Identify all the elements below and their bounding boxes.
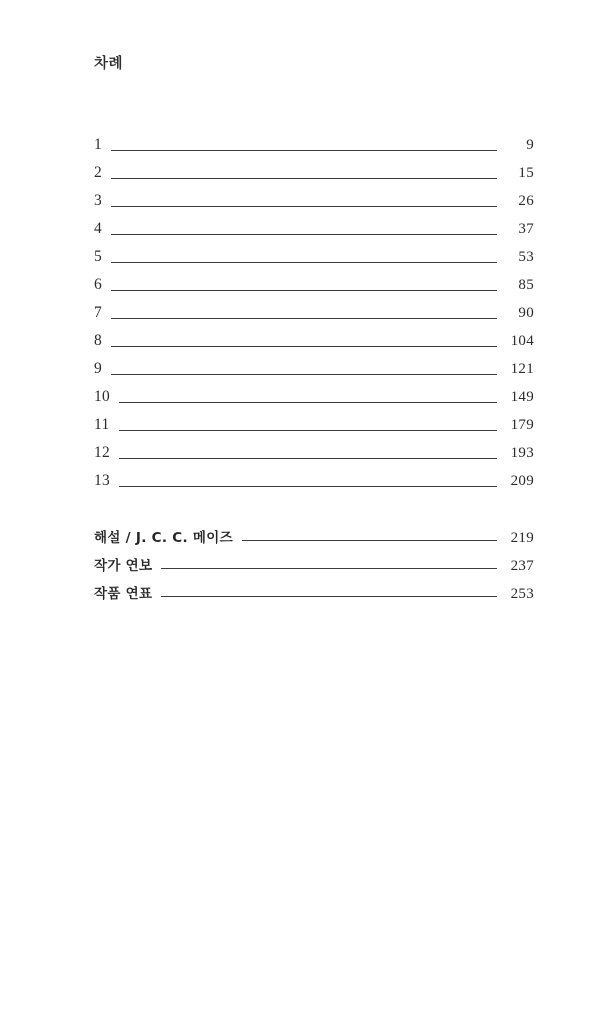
- toc-entry-page: 53: [518, 249, 534, 265]
- toc-entry-page: 179: [510, 417, 534, 433]
- toc-entry-label: 작품 연표: [94, 586, 153, 602]
- toc-entry-chapter-10[interactable]: [94, 388, 534, 416]
- toc-leader-line: [111, 346, 497, 347]
- toc-entry-author-chronology[interactable]: [94, 554, 534, 582]
- toc-entry-page: 121: [510, 361, 534, 377]
- toc-entry-commentary[interactable]: [94, 526, 534, 554]
- toc-leader-line: [242, 540, 497, 541]
- toc-entry-chapter-1[interactable]: [94, 136, 534, 164]
- toc-entry-page: 9: [526, 137, 534, 153]
- toc-entry-page: 90: [518, 305, 534, 321]
- toc-entry-label: 11: [94, 416, 110, 433]
- toc-entry-chapter-8[interactable]: [94, 332, 534, 360]
- toc-entry-label: 작가 연보: [94, 558, 153, 574]
- page-title: 차례: [94, 56, 124, 72]
- toc-entry-label: 2: [94, 164, 103, 181]
- toc-entry-chapter-6[interactable]: [94, 276, 534, 304]
- toc-entry-page: 219: [510, 530, 534, 546]
- toc-entry-label: 6: [94, 276, 103, 293]
- chapter-list: [94, 136, 534, 500]
- toc-entry-page: 193: [510, 445, 534, 461]
- toc-entry-label: 9: [94, 360, 103, 377]
- toc-entry-chapter-2[interactable]: [94, 164, 534, 192]
- toc-leader-line: [161, 596, 497, 597]
- toc-entry-label: 5: [94, 248, 103, 265]
- toc-entry-works-chronology[interactable]: [94, 582, 534, 610]
- toc-leader-line: [119, 430, 497, 431]
- toc-entry-label: 8: [94, 332, 103, 349]
- toc-entry-page: 209: [510, 473, 534, 489]
- toc-leader-line: [111, 178, 497, 179]
- toc-entry-page: 104: [510, 333, 534, 349]
- toc-entry-chapter-4[interactable]: [94, 220, 534, 248]
- toc-section-gap: [94, 500, 534, 526]
- toc-leader-line: [111, 290, 497, 291]
- toc-leader-line: [119, 458, 497, 459]
- toc-entry-label: 13: [94, 472, 111, 489]
- toc-entry-chapter-9[interactable]: [94, 360, 534, 388]
- toc-entry-page: 15: [518, 165, 534, 181]
- toc-entry-chapter-12[interactable]: [94, 444, 534, 472]
- toc-leader-line: [161, 568, 497, 569]
- toc-leader-line: [111, 234, 497, 235]
- toc-leader-line: [119, 402, 497, 403]
- toc-entry-chapter-3[interactable]: [94, 192, 534, 220]
- toc-entry-chapter-13[interactable]: [94, 472, 534, 500]
- toc-entry-chapter-5[interactable]: [94, 248, 534, 276]
- toc-leader-line: [111, 318, 497, 319]
- toc-entry-page: 37: [518, 221, 534, 237]
- toc-entry-label: 1: [94, 136, 103, 153]
- table-of-contents: [94, 136, 534, 610]
- toc-entry-label: 7: [94, 304, 103, 321]
- toc-entry-chapter-7[interactable]: [94, 304, 534, 332]
- toc-entry-label: 4: [94, 220, 103, 237]
- toc-entry-page: 26: [518, 193, 534, 209]
- back-matter-list: [94, 526, 534, 610]
- toc-entry-label: 3: [94, 192, 103, 209]
- toc-entry-label: 10: [94, 388, 111, 405]
- toc-entry-label: 12: [94, 444, 111, 461]
- toc-leader-line: [111, 374, 497, 375]
- toc-leader-line: [111, 262, 497, 263]
- toc-entry-page: 237: [510, 558, 534, 574]
- toc-leader-line: [111, 206, 497, 207]
- toc-entry-page: 253: [510, 586, 534, 602]
- toc-entry-page: 85: [518, 277, 534, 293]
- toc-entry-chapter-11[interactable]: [94, 416, 534, 444]
- toc-entry-label: 해설 / J. C. C. 메이즈: [94, 530, 233, 546]
- toc-leader-line: [119, 486, 497, 487]
- toc-leader-line: [111, 150, 497, 151]
- toc-entry-page: 149: [510, 389, 534, 405]
